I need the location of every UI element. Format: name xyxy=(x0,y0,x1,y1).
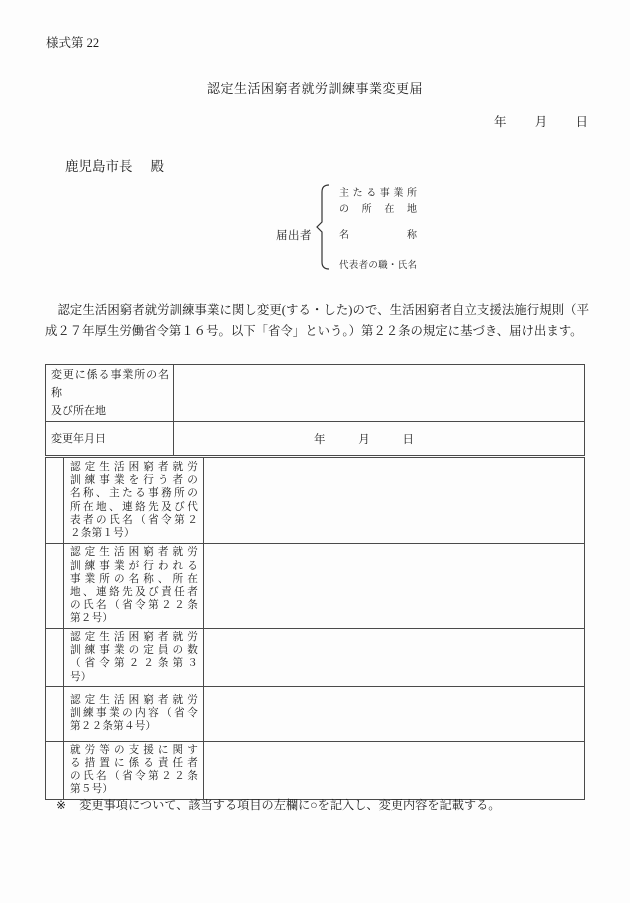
month-label: 月 xyxy=(534,115,548,129)
body-paragraph xyxy=(45,300,589,342)
label-line: 変更に係る事業所の名称 xyxy=(51,369,169,399)
year-label: 年 xyxy=(494,115,507,129)
label-line: る措置に係る責任者 xyxy=(70,758,198,770)
label-line: 第２２条第４号） xyxy=(70,721,157,733)
label-line: 訓練事業の内容（省令 xyxy=(70,708,198,720)
table-row xyxy=(46,458,585,544)
label-line: 第２号） xyxy=(70,613,114,625)
label-line: 第５号） xyxy=(70,784,114,796)
notifier-label: 届出者 xyxy=(276,230,312,242)
item-label-cell xyxy=(64,741,204,799)
table-row xyxy=(46,422,585,456)
honorific-label: 殿 xyxy=(150,159,164,174)
label-line: 所在地、連絡先及び代 xyxy=(70,501,198,513)
label-line: 地、連絡先及び責任者 xyxy=(70,587,198,598)
table-row xyxy=(46,741,585,799)
label-line: 表者の氏名（省令第２ xyxy=(70,514,198,526)
table-row xyxy=(46,686,585,741)
label-line: 認定生活困窮者就労 xyxy=(70,695,198,706)
value-cell xyxy=(204,741,585,799)
label-line: 名称、主たる事務所の xyxy=(70,488,198,500)
label-line: 及び所在地 xyxy=(51,405,106,417)
item-label-cell xyxy=(64,686,204,741)
day-label: 日 xyxy=(402,433,414,446)
brace-icon xyxy=(316,184,330,275)
day-label: 日 xyxy=(575,115,588,129)
label-line: 訓練事業の定員の数 xyxy=(70,645,198,657)
footnote-symbol: ※ xyxy=(56,798,67,812)
office-address-field: 主たる事業所 xyxy=(339,188,417,199)
date-fields xyxy=(314,431,414,447)
value-cell xyxy=(204,458,585,544)
addressee-name: 鹿児島市長 xyxy=(65,159,133,174)
name-field: 名称 xyxy=(339,230,417,241)
circle-mark-cell xyxy=(46,458,64,544)
month-label: 月 xyxy=(358,433,370,446)
circle-mark-cell xyxy=(46,686,64,741)
label-line: 変更年月日 xyxy=(51,432,106,445)
office-address-field: の所在地 xyxy=(339,203,417,215)
year-label: 年 xyxy=(314,433,326,446)
value-cell xyxy=(204,686,585,741)
circle-mark-cell xyxy=(46,629,64,687)
label-line: 号） xyxy=(70,671,92,683)
addressee-line xyxy=(65,155,164,175)
item-label-cell xyxy=(64,544,204,629)
value-cell xyxy=(204,544,585,629)
label-line: 訓練事業が行われる xyxy=(70,560,198,572)
change-date-value-cell xyxy=(174,422,585,456)
representative-field: 代表者の職・氏名 xyxy=(339,260,417,271)
footnote xyxy=(56,796,500,813)
label-line: ２条第１号） xyxy=(70,527,135,539)
item-label-cell xyxy=(64,458,204,544)
label-line: 認定生活困窮者就労 xyxy=(70,632,198,643)
label-line: の氏名（省令第２２条 xyxy=(70,600,198,612)
header-date xyxy=(494,112,588,130)
notifier-fields xyxy=(339,186,417,274)
table-row xyxy=(46,365,585,422)
table-row xyxy=(46,629,585,687)
label-line: 事業所の名称、所在 xyxy=(70,573,198,585)
office-name-label-cell xyxy=(46,365,174,422)
label-line: 就労等の支援に関す xyxy=(70,744,198,756)
change-items-table xyxy=(45,457,585,800)
office-change-table xyxy=(45,364,585,456)
label-line: の氏名（省令第２２条 xyxy=(70,771,198,783)
footnote-text: 変更事項について、該当する項目の左欄に○を記入し、変更内容を記載する。 xyxy=(79,798,501,812)
value-cell xyxy=(204,629,585,687)
paragraph-line: 成２７年厚生労働省令第１６号。以下「省令」という。）第２２条の規定に基づき、届け出ます。 xyxy=(45,324,583,338)
label-line: 訓練事業を行う者の xyxy=(70,475,198,487)
item-label-cell xyxy=(64,629,204,687)
table-row xyxy=(46,544,585,629)
form-number: 様式第 22 xyxy=(46,36,100,50)
change-date-label-cell xyxy=(46,422,174,456)
circle-mark-cell xyxy=(46,741,64,799)
label-line: 認定生活困窮者就労 xyxy=(70,461,198,473)
paragraph-line: 認定生活困窮者就労訓練事業に関し変更(する・した)ので、生活困窮者自立支援法施行規則（平 xyxy=(45,303,589,317)
label-line: 認定生活困窮者就労 xyxy=(70,547,198,559)
label-line: （省令第２２条第３ xyxy=(70,658,198,670)
page-title: 認定生活困窮者就労訓練事業変更届 xyxy=(206,81,423,96)
circle-mark-cell xyxy=(46,544,64,629)
office-name-value-cell xyxy=(174,365,585,422)
